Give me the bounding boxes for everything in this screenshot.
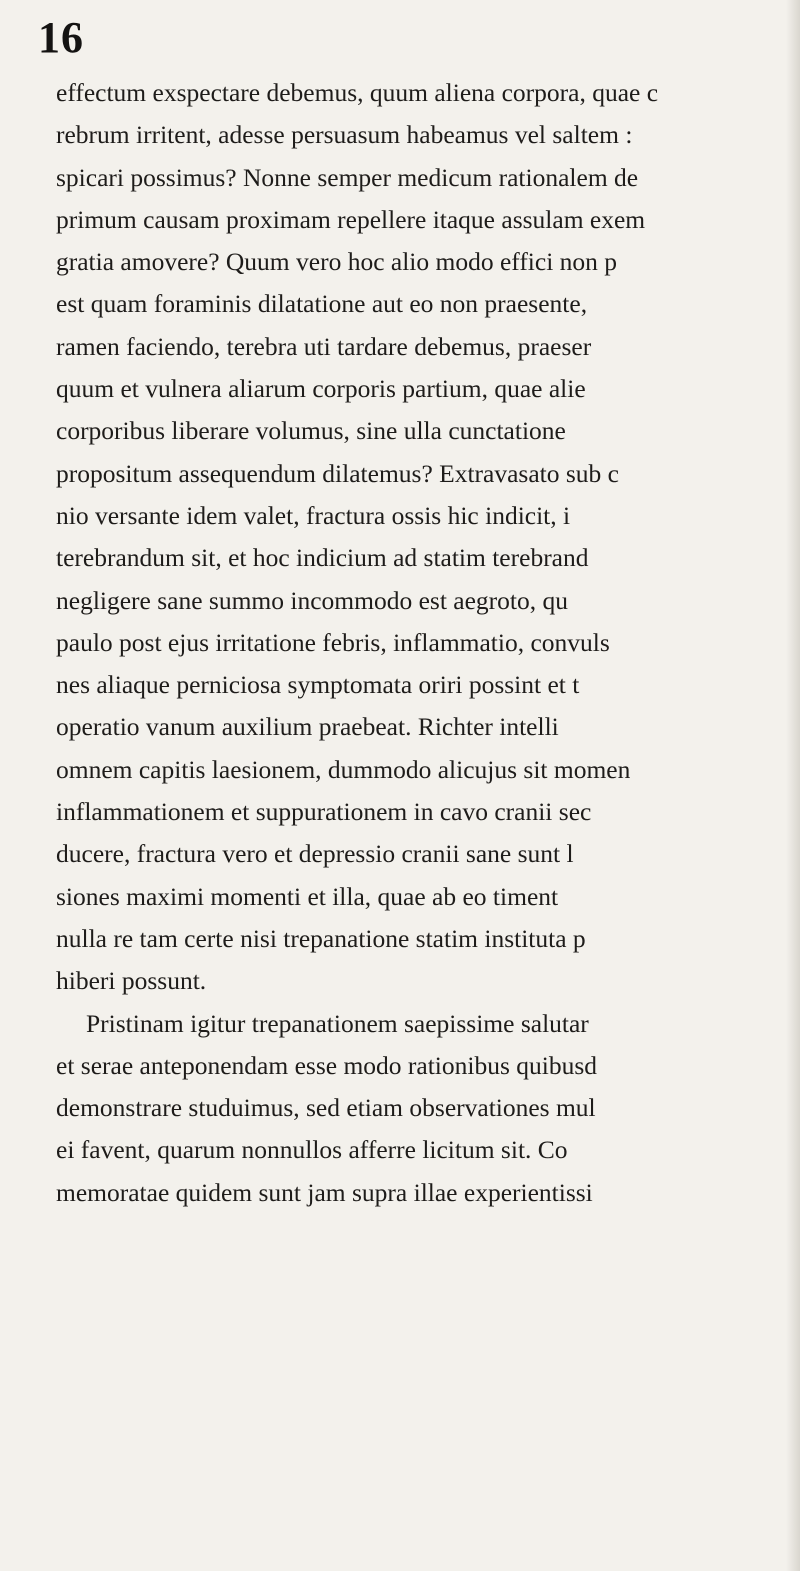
text-line: ei favent, quarum nonnullos afferre licitum sit. Co — [56, 1135, 568, 1165]
text-line: inflammationem et suppurationem in cavo cranii sec — [56, 797, 592, 827]
text-line: ramen faciendo, terebra uti tardare debemus, praeser — [56, 331, 592, 361]
text-line: paulo post ejus irritatione febris, inflammatio, convuls — [56, 627, 610, 657]
text-line: spicari possimus? Nonne semper medicum rationalem de — [56, 162, 639, 192]
text-line: omnem capitis laesionem, dummodo alicujus sit momen — [56, 754, 631, 784]
text-line: Pristinam igitur trepanationem saepissime salutar — [86, 1008, 589, 1038]
text-line: nulla re tam certe nisi trepanatione statim instituta p — [56, 923, 586, 953]
text-line: rebrum irritent, adesse persuasum habeamus vel saltem : — [56, 120, 633, 150]
text-line: gratia amovere? Quum vero hoc alio modo effici non p — [56, 247, 618, 277]
text-line: siones maximi momenti et illa, quae ab eo timent — [56, 881, 559, 911]
text-line: est quam foraminis dilatatione aut eo non praesente, — [56, 289, 588, 319]
text-line: ducere, fractura vero et depressio cranii sane sunt l — [56, 839, 574, 869]
text-line: corporibus liberare volumus, sine ulla cunctatione — [56, 416, 566, 446]
text-line: nes aliaque perniciosa symptomata oriri possint et t — [56, 670, 580, 700]
text-line: terebrandum sit, et hoc indicium ad statim terebrand — [56, 543, 589, 573]
text-line: primum causam proximam repellere itaque assulam exem — [56, 204, 646, 234]
text-line: memoratae quidem sunt jam supra illae experientissi — [56, 1177, 593, 1207]
text-line: effectum exspectare debemus, quum aliena corpora, quae c — [56, 78, 659, 107]
text-line: negligere sane summo incommodo est aegroto, qu — [56, 585, 569, 615]
text-line: propositum assequendum dilatemus? Extravasato sub c — [56, 458, 620, 488]
text-line: quum et vulnera aliarum corporis partium, quae alie — [56, 374, 586, 404]
text-line: demonstrare studuimus, sed etiam observationes mul — [56, 1093, 596, 1123]
page-number: 16 — [38, 13, 84, 62]
text-line: et serae anteponendam esse modo rationibus quibusd — [56, 1050, 598, 1080]
text-line: hiberi possunt. — [56, 966, 207, 996]
page-edge-shadow — [786, 0, 800, 1571]
text-line: nio versante idem valet, fractura ossis hic indicit, i — [56, 500, 571, 530]
text-line: operatio vanum auxilium praebeat. Richter intelli — [56, 712, 559, 742]
body-text — [56, 72, 800, 1214]
